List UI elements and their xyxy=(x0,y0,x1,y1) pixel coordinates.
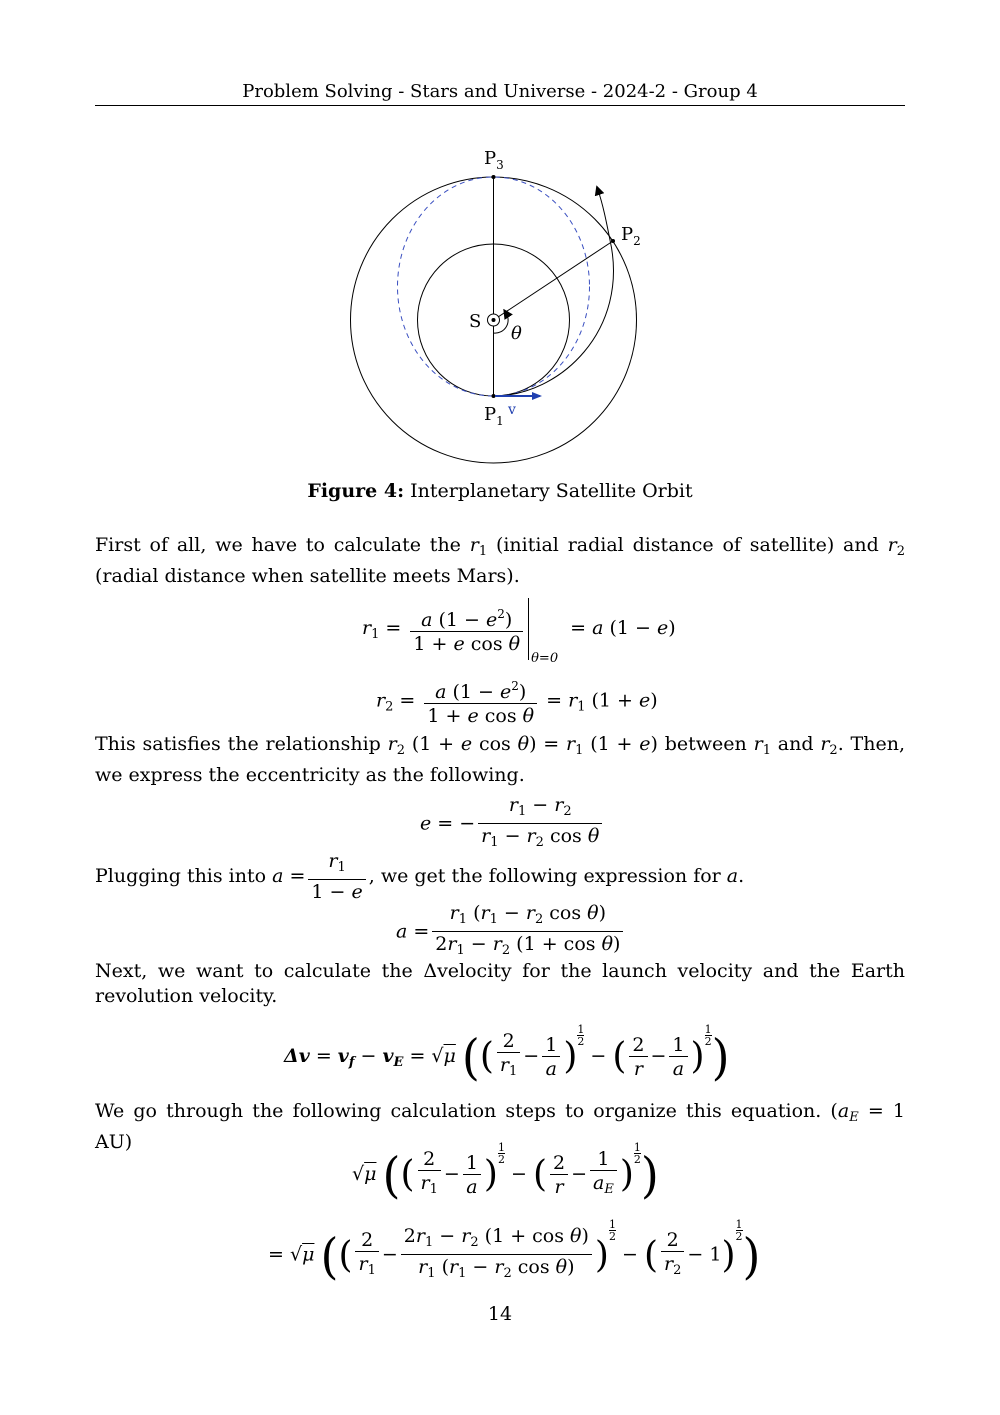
equation-step-1: √μ (( $\frac{2}{r_1}$ − $\frac{1}{a}$ ) $\frac{1}{2}$ − ( $\frac{2}{r}$ − $\frac{1}{a_E}$ ) $\frac{1}{2}$ ) xyxy=(352,1141,659,1204)
equation-delta-v: $\Delta v = v_f - v_E = √\mu$ (( $\frac{2}{r_1}$ − $\frac{1}{a}$ ) $\frac{1}{2}$ − ( $\frac{2}{r}$ − $\frac{1}{a}$ ) $\frac{1}{2}$ ) xyxy=(284,1023,730,1086)
equation-step-2: = √μ (( $\frac{2}{r_1}$ − $\frac{2r_1 - r_2 (1 + \cos \theta)}{r_1 (r_1 - r_2 \cos \theta)}$ ) $\frac{1}{2}$ − ( $\frac{2}{r_2}$ − 1) $\frac{1}{2}$ ) xyxy=(268,1225,760,1286)
p3-point xyxy=(492,175,496,179)
sun-dot xyxy=(492,318,496,322)
page-number: 14 xyxy=(487,1303,513,1325)
p3-text-a: Plugging this into xyxy=(95,865,273,887)
figure-caption xyxy=(95,478,905,504)
equation-eccentricity: e = − $\frac{r_1 - r_2}{r_1 - r_2 \cos \theta}$ xyxy=(420,794,605,855)
caption-label: Figure 4: xyxy=(307,480,405,502)
p2-point xyxy=(611,239,615,243)
p1-text-a: First of all, we have to calculate the xyxy=(95,534,470,556)
label-p2: $P_2$ xyxy=(621,224,641,248)
equation-r1: $r_1$ = $\frac{a (1 - e^2)}{\text{1 + e cos θ}}$ $_{\theta=0}$ = a (1 − e) xyxy=(362,598,676,671)
satellite-trajectory xyxy=(494,190,614,396)
label-p1: $P_1$ xyxy=(484,404,504,428)
paragraph-3: Plugging this into a = $\frac{r_1}{1 - e}$ , we get the following expression for a. xyxy=(95,850,745,903)
p2-text-b: between xyxy=(657,733,754,755)
label-s: S xyxy=(469,311,482,332)
p5-text-a: We go through the following calculation steps to organize this equation. ( xyxy=(95,1100,838,1122)
p3-text-c: . xyxy=(738,865,745,887)
s-p2-line xyxy=(494,241,614,320)
p1-text-c: (radial distance when satellite meets Mars). xyxy=(95,565,520,587)
equation-a: a = $\frac{r_1 (r_1 - r_2 \cos \theta)}{2r_1 - r_2 (1 + \cos \theta)}$ xyxy=(396,902,626,963)
paragraph-2: This satisfies the relationship $r_2$ (1 + e $\cos \theta) = r_1$ (1 + e) between $r_1$ and $r_2$. Then, we express the eccentricity as the following. xyxy=(95,733,905,786)
equation-r2: $r_2$ = $\frac{a (1 - e^2)}{\text{1 + e cos θ}}$ = $r_1$ (1 + e) xyxy=(376,679,658,727)
p1-point xyxy=(492,394,496,398)
p2-text-d: . Then, we express the eccentricity as the following. xyxy=(95,733,905,786)
paragraph-5: We go through the following calculation steps to organize this equation. ($a_E = 1$ AU) xyxy=(95,1100,905,1153)
label-theta: θ xyxy=(511,323,522,344)
orbit-figure xyxy=(0,0,1000,480)
caption-text: Interplanetary Satellite Orbit xyxy=(410,480,693,502)
paragraph-1: First of all, we have to calculate the $r_1$ (initial radial distance of satellite) and $r_2$ (radial distance when satellite meets Mars). xyxy=(95,534,905,587)
paragraph-4: Next, we want to calculate the Δvelocity for the launch velocity and the Earth revolution velocity. xyxy=(95,960,905,1007)
running-header: Problem Solving - Stars and Universe - 2024-2 - Group 4 xyxy=(242,81,758,102)
label-p3: $P_3$ xyxy=(484,148,504,172)
label-v: v xyxy=(508,402,516,418)
p2-text-c: and xyxy=(770,733,821,755)
p1-text-b: (initial radial distance of satellite) and xyxy=(487,534,888,556)
p2-text-a: This satisfies the relationship xyxy=(95,733,388,755)
p5-text-b: = 1 AU) xyxy=(95,1100,905,1153)
p3-text-b: , we get the following expression for xyxy=(368,865,727,887)
